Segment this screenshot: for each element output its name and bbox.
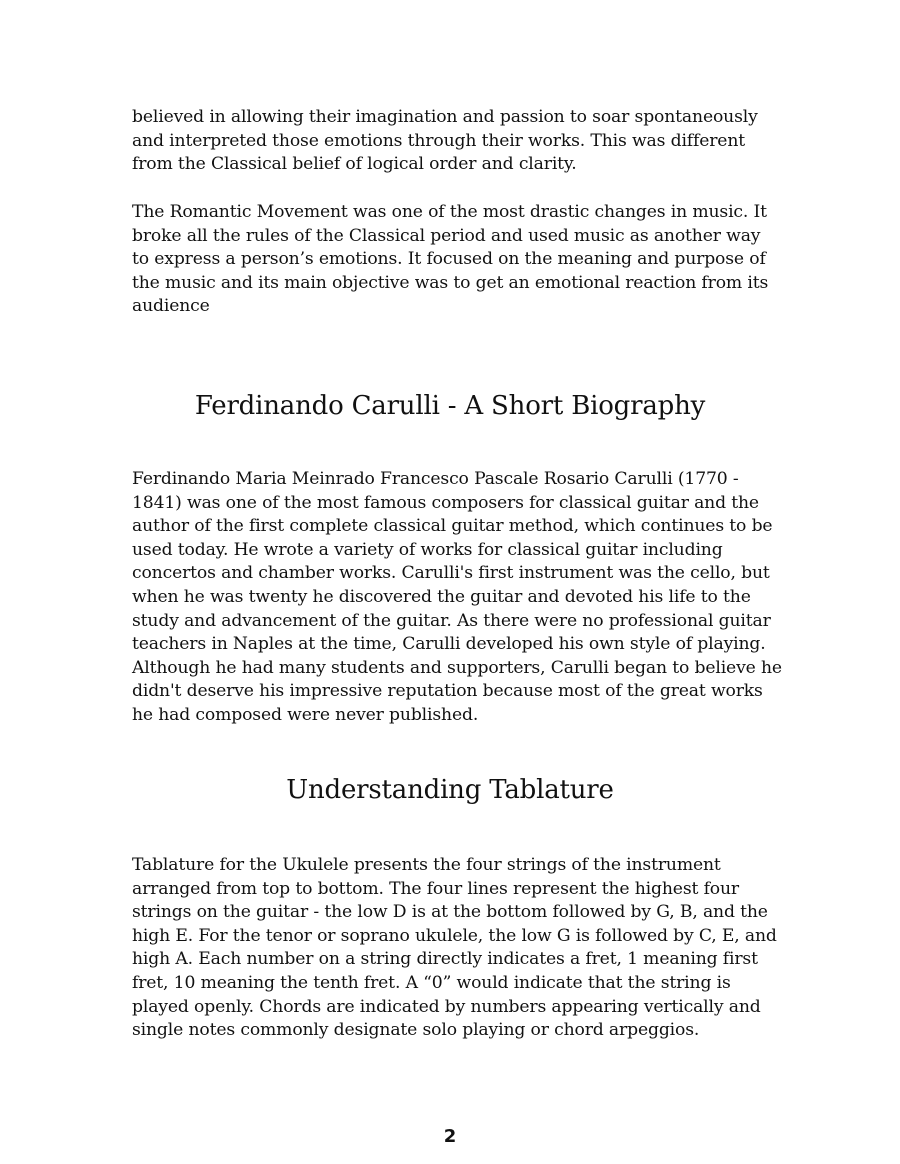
- intro-paragraph-1: believed in allowing their imagination and passion to soar spontaneously and interpreted those emotions through their works. This was different from the Classical belief of logical order and clarity.: [132, 107, 758, 175]
- page-number: 2: [443, 1126, 457, 1147]
- biography-paragraph: Ferdinando Maria Meinrado Francesco Pascale Rosario Carulli (1770 - 1841) was one of the most famous composers for classical guitar and the author of the first complete classical guitar method, which continues to be used today. He wrote a variety of works for classical guitar including concertos and chamber works. Carulli's first instrument was the cello, but when he was twenty he discovered the guitar and devoted his life to the study and advancement of the guitar. As there were no professional guitar teachers in Naples at the time, Carulli developed his own style of playing. Although he had many students and supporters, Carulli began to believe he didn't deserve his impressive reputation because most of the great works he had composed were never published.: [132, 469, 782, 725]
- biography-heading: Ferdinando Carulli - A Short Biography: [194, 391, 706, 421]
- tablature-paragraph: Tablature for the Ukulele presents the four strings of the instrument arranged from top to bottom. The four lines represent the highest four strings on the guitar - the low D is at the bottom followed by G, B, and the high E. For the tenor or soprano ukulele, the low G is followed by C, E, and high A. Each number on a string directly indicates a fret, 1 meaning first fret, 10 meaning the tenth fret. A “0” would indicate that the string is played openly. Chords are indicated by numbers appearing vertically and single notes commonly designate solo playing or chord arpeggios.: [132, 855, 777, 1041]
- tablature-heading: Understanding Tablature: [286, 775, 614, 805]
- intro-paragraph-2: The Romantic Movement was one of the most drastic changes in music. It broke all the rules of the Classical period and used music as another way to express a person’s emotions. It focused on the meaning and purpose of the music and its main objective was to get an emotional reaction from its audience: [132, 202, 769, 317]
